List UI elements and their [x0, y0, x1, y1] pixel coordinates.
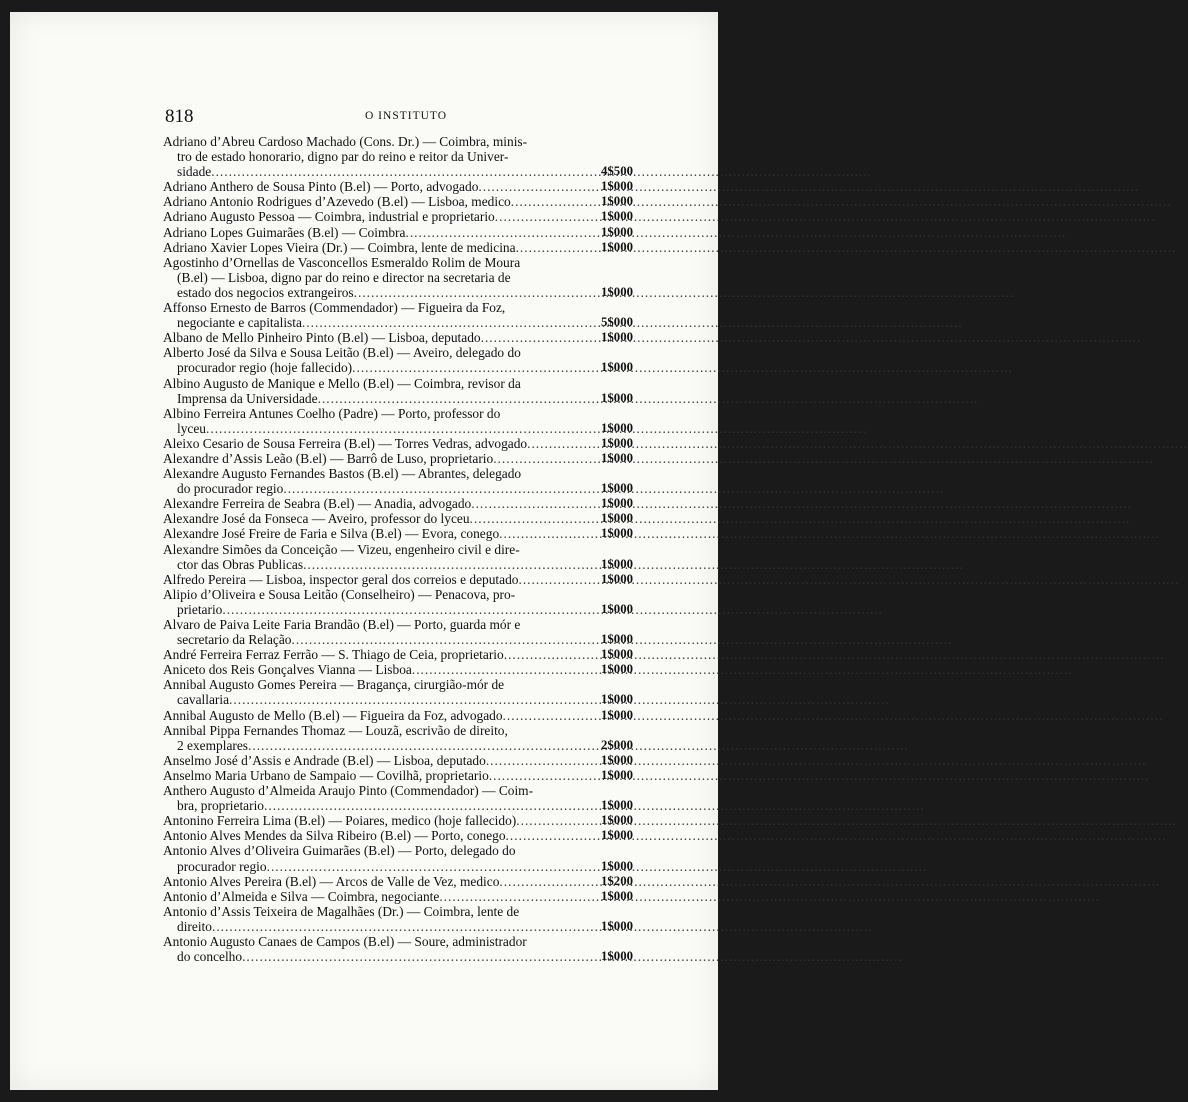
entry-line	[163, 723, 621, 738]
entry-text: Antonio Augusto Canaes de Campos (B.el) — Soure, administrador	[163, 933, 527, 949]
entry-text: negociante e capitalista	[177, 315, 302, 331]
subscriber-entry	[163, 209, 633, 225]
entry-line	[163, 813, 621, 828]
dot-leader	[527, 436, 577, 451]
entry-line	[163, 255, 621, 270]
entry-text: Annibal Augusto Gomes Pereira — Bragança, cirurgião-mór de	[163, 677, 505, 693]
entry-text: secretario da Relação	[177, 632, 292, 648]
dot-leader	[248, 738, 577, 753]
entry-text: Antonio d’Assis Teixeira de Magalhães (Dr.) — Coimbra, lente de	[163, 903, 520, 919]
dot-leader	[503, 708, 577, 723]
entry-text: Adriano Augusto Pessoa — Coimbra, industrial e proprietario	[163, 209, 495, 225]
entry-text: procurador regio	[177, 858, 267, 874]
dot-leader	[506, 828, 577, 843]
subscriber-entry	[163, 526, 633, 542]
subscriber-entry	[163, 134, 633, 180]
entry-text: André Ferreira Ferraz Ferrão — S. Thiago de Ceia, proprietario	[163, 647, 504, 663]
entry-line	[163, 572, 621, 587]
entry-line	[163, 436, 621, 451]
page-header	[165, 106, 595, 128]
subscriber-entry	[163, 571, 633, 587]
entry-line	[163, 225, 621, 240]
entry-text: estado dos negocios extrangeiros	[177, 284, 354, 300]
entry-text: Alipio d’Oliveira e Sousa Leitão (Conselheiro) — Penacova, pro-	[163, 586, 516, 602]
subscription-amount: 1$000	[601, 556, 633, 571]
dot-leader	[470, 511, 577, 526]
entry-line	[163, 587, 621, 602]
subscription-amount: 1$000	[601, 601, 633, 616]
subscriber-entry	[163, 752, 633, 768]
dot-leader	[478, 179, 577, 194]
entry-line	[163, 179, 621, 194]
subscriber-entry	[163, 933, 633, 965]
entry-line	[163, 753, 621, 768]
subscription-amount: 1$000	[601, 284, 633, 299]
entry-line	[163, 557, 621, 572]
dot-leader	[518, 572, 577, 587]
dot-leader	[354, 285, 577, 300]
subscription-amount: 1$000	[601, 496, 633, 511]
subscription-amount: 1$000	[601, 209, 633, 224]
dot-leader	[264, 798, 577, 813]
entry-line	[163, 889, 621, 904]
dot-leader	[504, 647, 577, 662]
dot-leader	[206, 421, 577, 436]
entry-line	[163, 647, 621, 662]
dot-leader	[516, 813, 577, 828]
entry-line	[163, 345, 621, 360]
entry-text: Antonino Ferreira Lima (B.el) — Poiares, medico (hoje fallecido)	[163, 813, 517, 829]
entry-text: bra, proprietario	[177, 798, 264, 814]
entry-line	[163, 526, 621, 541]
entry-line	[163, 677, 621, 692]
subscription-amount: 1$000	[601, 662, 633, 677]
subscriber-entry	[163, 828, 633, 844]
entry-line	[163, 738, 621, 753]
dot-leader	[302, 315, 577, 330]
dot-leader	[471, 496, 577, 511]
dot-leader	[283, 481, 577, 496]
entry-text: Antonio Alves Pereira (B.el) — Arcos de Valle de Vez, medico	[163, 873, 500, 889]
entry-line	[163, 511, 621, 526]
entry-line	[163, 632, 621, 647]
dot-leader	[495, 209, 577, 224]
entry-text: Anselmo José d’Assis e Andrade (B.el) — Lisboa, deputado	[163, 752, 486, 768]
dot-leader	[292, 632, 578, 647]
dot-leader	[229, 692, 577, 707]
subscription-amount: 2$000	[601, 737, 633, 752]
subscriber-entry	[163, 586, 633, 617]
subscription-amount: 1$000	[601, 481, 633, 496]
running-title: O INSTITUTO	[365, 110, 448, 122]
entry-text: Agostinho d’Ornellas de Vasconcellos Esmeraldo Rolim de Moura	[163, 254, 521, 270]
entry-line	[163, 240, 621, 255]
entry-line	[163, 360, 621, 375]
entry-text: Alexandre Augusto Fernandes Bastos (B.el) — Abrantes, delegado	[163, 466, 522, 482]
entry-line	[163, 330, 621, 345]
entry-text: do concelho	[177, 949, 243, 965]
dot-leader	[499, 874, 577, 889]
entry-text: Anthero Augusto d’Almeida Araujo Pinto (Commendador) — Coim-	[163, 783, 534, 799]
entry-text: Alexandre José da Fonseca — Aveiro, professor do lyceu	[163, 511, 470, 527]
subscription-amount: 1$000	[601, 239, 633, 254]
page-number: 818	[165, 106, 194, 127]
subscription-amount: 1$000	[601, 435, 633, 450]
entry-line	[163, 134, 621, 149]
entry-line	[163, 904, 621, 919]
dot-leader	[516, 240, 577, 255]
entry-text: Antonio Alves Mendes da Silva Ribeiro (B.el) — Porto, conego	[163, 828, 506, 844]
entry-text: ctor das Obras Publicas	[177, 556, 304, 572]
subscription-amount: 1$000	[601, 194, 633, 209]
dot-leader	[303, 557, 577, 572]
subscription-amount: 1$000	[601, 798, 633, 813]
entry-line	[163, 662, 621, 677]
subscription-amount: 1$000	[601, 949, 633, 964]
subscription-amount: 1$000	[601, 918, 633, 933]
entry-line	[163, 451, 621, 466]
entry-text: Alexandre Ferreira de Seabra (B.el) — Anadia, advogado	[163, 496, 472, 512]
subscription-amount: 4$500	[601, 164, 633, 179]
subscription-amount: 1$000	[601, 632, 633, 647]
subscriber-entry	[163, 541, 633, 572]
entry-line	[163, 164, 621, 179]
entry-line	[163, 421, 621, 436]
dot-leader	[499, 526, 577, 541]
subscription-amount: 1$000	[601, 813, 633, 828]
subscriber-entry	[163, 254, 633, 300]
subscriber-entry	[163, 496, 633, 512]
entry-text: Aniceto dos Reis Gonçalves Vianna — Lisboa	[163, 662, 412, 678]
subscriber-entry	[163, 511, 633, 527]
entry-line	[163, 542, 621, 557]
entry-text: Imprensa da Universidade	[177, 390, 318, 406]
subscriber-entry	[163, 662, 633, 678]
entry-line	[163, 692, 621, 707]
subscription-amount: 1$000	[601, 179, 633, 194]
entry-text: (B.el) — Lisboa, digno par do reino e director na secretaria de	[177, 269, 511, 285]
subscriber-list	[163, 134, 633, 965]
entry-text: Adriano Lopes Guimarães (B.el) — Coimbra	[163, 224, 406, 240]
entry-text: direito	[177, 918, 212, 934]
entry-line	[163, 602, 621, 617]
subscription-amount: 1$000	[601, 526, 633, 541]
entry-line	[163, 209, 621, 224]
entry-text: Antonio Alves d’Oliveira Guimarães (B.el) — Porto, delegado do	[163, 843, 516, 859]
subscriber-entry	[163, 194, 633, 210]
entry-text: Annibal Augusto de Mello (B.el) — Figueira da Foz, advogado	[163, 707, 503, 723]
dot-leader	[486, 753, 577, 768]
dot-leader	[242, 949, 577, 964]
subscription-amount: 1$000	[601, 707, 633, 722]
dot-leader	[405, 225, 577, 240]
entry-text: Adriano Xavier Lopes Vieira (Dr.) — Coimbra, lente de medicina	[163, 239, 516, 255]
dot-leader	[222, 602, 577, 617]
subscriber-entry	[163, 330, 633, 346]
entry-line	[163, 949, 621, 964]
entry-text: tro de estado honorario, digno par do reino e reitor da Univer-	[177, 149, 509, 165]
entry-line	[163, 285, 621, 300]
dot-leader	[481, 330, 577, 345]
subscription-amount: 1$000	[601, 858, 633, 873]
subscriber-entry	[163, 647, 633, 663]
subscription-amount: 1$000	[601, 511, 633, 526]
subscriber-entry	[163, 888, 633, 904]
subscription-amount: 1$000	[601, 767, 633, 782]
entry-line	[163, 859, 621, 874]
subscriber-entry	[163, 345, 633, 376]
entry-text: Affonso Ernesto de Barros (Commendador) — Figueira da Foz,	[163, 300, 506, 316]
entry-line	[163, 300, 621, 315]
entry-line	[163, 194, 621, 209]
subscriber-entry	[163, 224, 633, 240]
subscription-amount: 1$000	[601, 828, 633, 843]
entry-line	[163, 149, 621, 164]
entry-text: Anselmo Maria Urbano de Sampaio — Covilhã, proprietario	[163, 767, 489, 783]
entry-line	[163, 481, 621, 496]
entry-text: Alexandre Simões da Conceição — Vizeu, engenheiro civil e dire-	[163, 541, 520, 557]
dot-leader	[493, 451, 577, 466]
entry-text: prietario	[177, 601, 223, 617]
entry-line	[163, 406, 621, 421]
subscriber-entry	[163, 707, 633, 723]
subscriber-entry	[163, 450, 633, 466]
dot-leader	[267, 859, 577, 874]
subscriber-entry	[163, 722, 633, 753]
subscription-amount: 1$000	[601, 647, 633, 662]
subscriber-entry	[163, 767, 633, 783]
entry-line	[163, 376, 621, 391]
entry-line	[163, 466, 621, 481]
dot-leader	[318, 391, 577, 406]
entry-line	[163, 874, 621, 889]
entry-text: Adriano Antonio Rodrigues d’Azevedo (B.el) — Lisboa, medico	[163, 194, 511, 210]
subscriber-entry	[163, 179, 633, 195]
entry-text: 2 exemplares	[177, 737, 249, 753]
entry-line	[163, 391, 621, 406]
dot-leader	[212, 919, 577, 934]
entry-line	[163, 270, 621, 285]
subscriber-entry	[163, 677, 633, 708]
subscriber-entry	[163, 466, 633, 497]
entry-text: Aleixo Cesario de Sousa Ferreira (B.el) — Torres Vedras, advogado	[163, 435, 528, 451]
subscription-amount: 1$200	[601, 873, 633, 888]
entry-text: Alberto José da Silva e Sousa Leitão (B.el) — Aveiro, delegado do	[163, 345, 521, 361]
subscription-amount: 1$000	[601, 752, 633, 767]
subscriber-entry	[163, 375, 633, 406]
entry-text: lyceu	[177, 420, 206, 436]
subscriber-entry	[163, 300, 633, 331]
entry-text: Alvaro de Paiva Leite Faria Brandão (B.el) — Porto, guarda mór e	[163, 617, 521, 632]
entry-text: Adriano d’Abreu Cardoso Machado (Cons. Dr.) — Coimbra, minis-	[163, 134, 528, 149]
subscriber-entry	[163, 239, 633, 255]
subscriber-entry	[163, 617, 633, 648]
subscriber-entry	[163, 903, 633, 934]
subscriber-entry	[163, 873, 633, 889]
entry-line	[163, 919, 621, 934]
entry-line	[163, 617, 621, 632]
entry-text: Alfredo Pereira — Lisboa, inspector geral dos correios e deputado	[163, 571, 519, 587]
subscription-amount: 1$000	[601, 360, 633, 375]
dot-leader	[489, 768, 577, 783]
entry-text: procurador regio (hoje fallecido)	[177, 360, 353, 376]
subscription-amount: 1$000	[601, 390, 633, 405]
subscription-amount: 1$000	[601, 224, 633, 239]
dot-leader	[412, 662, 577, 677]
dot-leader	[211, 164, 577, 179]
dot-leader	[439, 889, 577, 904]
entry-line	[163, 708, 621, 723]
entry-line	[163, 783, 621, 798]
entry-line	[163, 828, 621, 843]
entry-text: Albino Ferreira Antunes Coelho (Padre) — Porto, professor do	[163, 405, 501, 421]
subscription-amount: 5$000	[601, 315, 633, 330]
subscription-amount: 1$000	[601, 450, 633, 465]
entry-text: cavallaria	[177, 692, 230, 708]
subscription-amount: 1$000	[601, 571, 633, 586]
subscriber-entry	[163, 405, 633, 436]
dot-leader	[511, 194, 577, 209]
entry-text: sidade	[177, 164, 212, 180]
entry-text: Annibal Pippa Fernandes Thomaz — Louzã, escrivão de direito,	[163, 722, 508, 738]
entry-text: do procurador regio	[177, 481, 284, 497]
dot-leader	[352, 360, 577, 375]
entry-text: Antonio d’Almeida e Silva — Coimbra, negociante	[163, 888, 440, 904]
subscription-amount: 1$000	[601, 420, 633, 435]
subscription-amount: 1$000	[601, 330, 633, 345]
entry-line	[163, 768, 621, 783]
subscriber-entry	[163, 435, 633, 451]
entry-line	[163, 315, 621, 330]
subscriber-entry	[163, 813, 633, 829]
entry-text: Alexandre d’Assis Leão (B.el) — Barrô de Luso, proprietario	[163, 450, 494, 466]
subscription-amount: 1$000	[601, 888, 633, 903]
subscriber-entry	[163, 843, 633, 874]
entry-line	[163, 934, 621, 949]
subscriber-entry	[163, 783, 633, 814]
entry-text: Alexandre José Freire de Faria e Silva (B.el) — Evora, conego	[163, 526, 500, 542]
subscription-amount: 1$000	[601, 692, 633, 707]
entry-text: Albano de Mello Pinheiro Pinto (B.el) — Lisboa, deputado	[163, 330, 481, 346]
entry-line	[163, 798, 621, 813]
entry-text: Adriano Anthero de Sousa Pinto (B.el) — Porto, advogado	[163, 179, 479, 195]
entry-text: Albino Augusto de Manique e Mello (B.el) — Coimbra, revisor da	[163, 375, 521, 391]
entry-line	[163, 843, 621, 858]
entry-line	[163, 496, 621, 511]
